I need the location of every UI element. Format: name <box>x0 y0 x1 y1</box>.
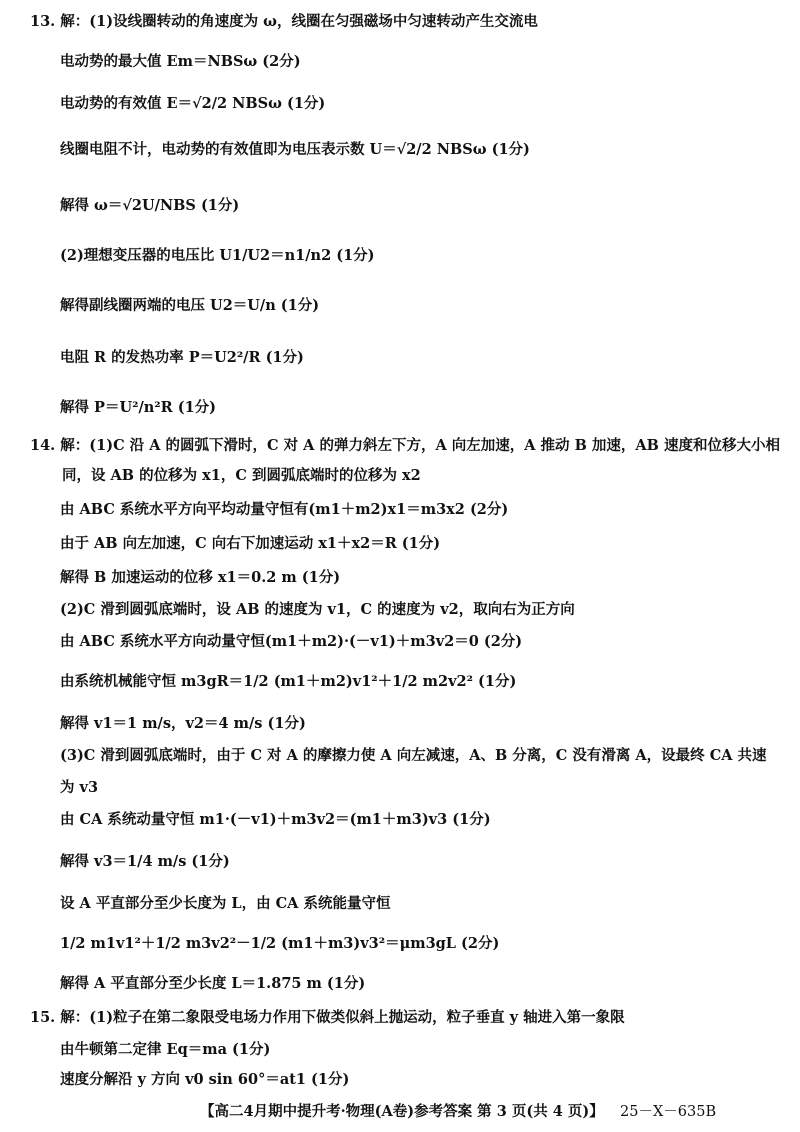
q13-line: 解得副线圈两端的电压 U2＝U/n (1分) <box>60 297 320 314</box>
q14-line: 由系统机械能守恒 m3gR＝1/2 (m1＋m2)v1²＋1/2 m2v2² (1分) <box>60 673 517 690</box>
q15-line: 15. 解：(1)粒子在第二象限受电场力作用下做类似斜上抛运动，粒子垂直 y 轴进入第一象限 <box>30 1009 625 1026</box>
q13-line: 线圈电阻不计，电动势的有效值即为电压表示数 U＝√2/2 NBSω (1分) <box>60 141 530 158</box>
q14-line: 1/2 m1v1²＋1/2 m3v2²－1/2 (m1＋m3)v3²＝μm3gL (2分) <box>60 935 500 952</box>
q14-line: 设 A 平直部分至少长度为 L，由 CA 系统能量守恒 <box>60 895 391 912</box>
q13-line: 解得 P＝U²/n²R (1分) <box>60 399 217 416</box>
q14-line: 同，设 AB 的位移为 x1，C 到圆弧底端时的位移为 x2 <box>62 467 421 484</box>
q14-line: 解得 v1＝1 m/s，v2＝4 m/s (1分) <box>60 715 306 732</box>
q15-line: 由牛顿第二定律 Eq＝ma (1分) <box>60 1041 271 1058</box>
q14-line: 由 CA 系统动量守恒 m1·(－v1)＋m3v2＝(m1＋m3)v3 (1分) <box>60 811 491 828</box>
footer-title: 【高二4月期中提升考·物理(A卷)参考答案 第 3 页(共 4 页)】 <box>200 1103 604 1120</box>
q14-line: 为 v3 <box>60 779 99 796</box>
q14-line: 14. 解：(1)C 沿 A 的圆弧下滑时，C 对 A 的弹力斜左下方，A 向左加速，A 推动 B 加速，AB 速度和位移大小相 <box>30 437 780 454</box>
q14-line: 由于 AB 向左加速，C 向右下加速运动 x1＋x2＝R (1分) <box>60 535 441 552</box>
q14-line: 由 ABC 系统水平方向平均动量守恒有(m1＋m2)x1＝m3x2 (2分) <box>60 501 509 518</box>
q13-line: 电动势的最大值 Em＝NBSω (2分) <box>60 53 301 70</box>
q14-line: 解得 B 加速运动的位移 x1＝0.2 m (1分) <box>60 569 341 586</box>
q13-line: 电动势的有效值 E＝√2/2 NBSω (1分) <box>60 95 326 112</box>
q14-line: 解得 A 平直部分至少长度 L＝1.875 m (1分) <box>60 975 366 992</box>
q13-line: 13. 解：(1)设线圈转动的角速度为 ω，线圈在匀强磁场中匀速转动产生交流电 <box>30 13 538 30</box>
q14-line: 解得 v3＝1/4 m/s (1分) <box>60 853 230 870</box>
q15-line: 速度分解沿 y 方向 v0 sin 60°＝at1 (1分) <box>60 1071 350 1088</box>
q13-line: (2)理想变压器的电压比 U1/U2＝n1/n2 (1分) <box>60 247 375 264</box>
q14-line: (3)C 滑到圆弧底端时，由于 C 对 A 的摩擦力使 A 向左减速，A、B 分离，C 没有滑离 A，设最终 CA 共速 <box>60 747 767 764</box>
q14-line: (2)C 滑到圆弧底端时，设 AB 的速度为 v1，C 的速度为 v2，取向右为正方向 <box>60 601 575 618</box>
q13-line: 解得 ω＝√2U/NBS (1分) <box>60 197 240 214</box>
q13-line: 电阻 R 的发热功率 P＝U2²/R (1分) <box>60 349 304 366</box>
footer-code: 25－X－635B <box>620 1104 717 1120</box>
q14-line: 由 ABC 系统水平方向动量守恒(m1＋m2)·(－v1)＋m3v2＝0 (2分) <box>60 633 523 650</box>
